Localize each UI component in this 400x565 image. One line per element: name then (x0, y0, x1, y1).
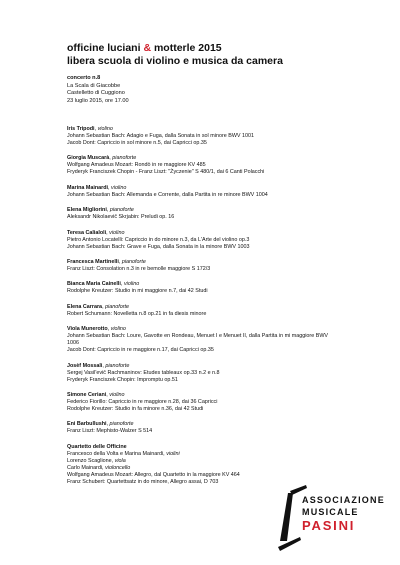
programme-entry (67, 363, 387, 384)
logo-line-2: MUSICALE (302, 507, 359, 517)
work-title: Johann Sebastian Bach: Adagio e Fuga, dalla Sonata in sol minore BWV 1001 (67, 133, 254, 139)
work-title: Wolfgang Amadeus Mozart: Allegro, dal Quartetto in la maggiore KV 464 (67, 471, 240, 478)
work-title: Pietro Antonio Locatelli: Capriccio in do minore n.3, da L'Arte del violino op.3 (67, 236, 250, 243)
work-title: Johann Sebastian Bach: Loure, Gavotte en Rondeau, Menuet I e Menuet II, dalla Partita in mi maggiore BWV 1006 (67, 333, 328, 347)
performer-line: Eni Barbullushi, pianoforte (67, 421, 134, 428)
concert-label: concerto n.8 (67, 75, 101, 81)
association-logo (276, 485, 385, 555)
work-title: Franz Liszt: Consolation n.3 in re bemolle maggiore S 172/3 (67, 265, 211, 272)
work-title: Rodolphe Kreutzer: Studio in fa minore n.36, dai 42 Studi (67, 405, 204, 412)
work-title: Sergej Vasil'evič Rachmaninov: Etudes tableaux op.33 n.2 e n.8 (67, 369, 220, 376)
performer-line: Giorgia Muscarà, pianoforte (67, 155, 137, 162)
performer-line: Teresa Calialoli, violino (67, 229, 125, 236)
performer-line: Francesca Martinelli, pianoforte (67, 258, 146, 265)
work-title: Fryderyk Franciszek Chopin - Franz Liszt: "Życzenie" S 480/1, dai 6 Canti Polacchi (67, 169, 265, 176)
programme-entry (67, 326, 387, 354)
programme-entry (67, 155, 387, 176)
programme-entry (67, 207, 387, 221)
performer-name: Elena Carrara (67, 303, 103, 310)
performer-line: Elena Migliorini, pianoforte (67, 207, 134, 214)
performer-name: Iris Tripodi (67, 126, 95, 132)
performer-name: Giorgia Muscarà (67, 155, 110, 162)
page-title: officine luciani & motterle 2015 (67, 42, 222, 54)
performer-role: pianoforte (121, 258, 146, 265)
ensemble-member: Carlo Mainardi, violoncello (67, 464, 131, 471)
programme-entry (67, 421, 387, 435)
programme-entry (67, 444, 387, 486)
programme-entry (67, 185, 387, 199)
work-title: Franz Liszt: Mephisto-Walzer S 514 (67, 428, 153, 435)
performer-name: Simone Ceriani (67, 391, 107, 398)
performer-line: Iris Tripodi, violino (67, 126, 113, 132)
work-title: Franz Schubert: Quartettsatz in do minore, Allegro assai, D 703 (67, 478, 219, 485)
work-title: Robert Schumann: Novelletta n.8 op.21 in fa diesis minore (67, 310, 207, 317)
performer-name: Bianca Maria Cainelli (67, 281, 121, 288)
performer-name: Teresa Calialoli (67, 229, 107, 236)
performer-name: Viola Munerotto (67, 326, 108, 333)
performer-role: violino (97, 126, 113, 132)
programme-entry (67, 392, 387, 413)
performer-line: Josèf Mossali, pianoforte (67, 362, 130, 369)
work-title: Fryderyk Franciszek Chopin: Impromptu op.51 (67, 376, 178, 383)
performer-role: violino (109, 391, 125, 398)
concert-datetime: 23 luglio 2015, ore 17.00 (67, 97, 129, 104)
work-title: Johann Sebastian Bach: Allemanda e Corrente, dalla Partita in re minore BWV 1004 (67, 191, 268, 198)
performer-role: violino (110, 326, 126, 333)
programme-entry (67, 230, 387, 251)
programme-entry (67, 259, 387, 273)
concert-venue: La Scala di Giacobbe (67, 82, 121, 89)
performer-name: Marina Mainardi (67, 184, 109, 191)
work-title: Johann Sebastian Bach: Grave e Fuga, dalla Sonata in la minore BWV 1003 (67, 243, 250, 250)
performer-role: violino (123, 281, 140, 288)
ensemble-member: Francesco della Volta e Marina Mainardi, violini (67, 450, 180, 457)
performer-role: violino (109, 229, 125, 236)
performer-role: violino (111, 184, 127, 191)
performer-name: Francesca Martinelli (67, 258, 119, 265)
concert-place: Castelletto di Cuggiono (67, 90, 125, 97)
work-title: Jacob Dont: Capriccio in re maggiore n.17, dai Capricci op.35 (67, 347, 214, 354)
page-subtitle: libera scuola di violino e musica da camera (67, 55, 283, 67)
work-title: Wolfgang Amadeus Mozart: Rondò in re maggiore KV 485 (67, 162, 206, 169)
performer-role: pianoforte (105, 362, 130, 369)
performer-line (67, 444, 387, 451)
performer-line: Bianca Maria Cainelli, violino (67, 281, 140, 288)
performer-role: pianoforte (112, 155, 137, 162)
programme-entry (67, 126, 387, 147)
work-title: Jacob Dont: Capriccio in sol minore n.5, dai Capricci op.35 (67, 140, 207, 146)
performer-line: Viola Munerotto, violino (67, 326, 126, 333)
performer-line: Marina Mainardi, violino (67, 184, 127, 191)
programme-entry (67, 304, 387, 318)
ensemble-member: Lorenzo Scaglione, viola (67, 457, 126, 464)
performer-role: pianoforte (109, 421, 134, 428)
logo-line-1: ASSOCIAZIONE (302, 495, 385, 505)
performer-name: Josèf Mossali (67, 362, 103, 369)
performer-line: Elena Carrara, pianoforte (67, 303, 130, 310)
work-title: Rodolphe Kreutzer: Studio in mi maggiore n.7, dai 42 Studi (67, 288, 208, 295)
logo-line-3: PASINI (302, 518, 356, 533)
ampersand: & (143, 42, 152, 54)
performer-line: Simone Ceriani, violino (67, 391, 125, 398)
performer-role: pianoforte (109, 207, 134, 214)
performer-name: Quartetto delle Officine (67, 443, 127, 450)
performer-role: pianoforte (105, 303, 130, 310)
concert-info (67, 75, 129, 105)
programme-entry (67, 281, 387, 295)
performer-name: Eni Barbullushi (67, 421, 107, 428)
programme-list (67, 126, 387, 494)
work-title: Federico Fiorillo: Capriccio in re maggiore n.28, dai 36 Capricci (67, 398, 218, 405)
performer-name: Elena Migliorini (67, 207, 107, 214)
work-title: Aleksandr Nikolaevič Skrjabin: Preludi op. 16 (67, 214, 175, 221)
